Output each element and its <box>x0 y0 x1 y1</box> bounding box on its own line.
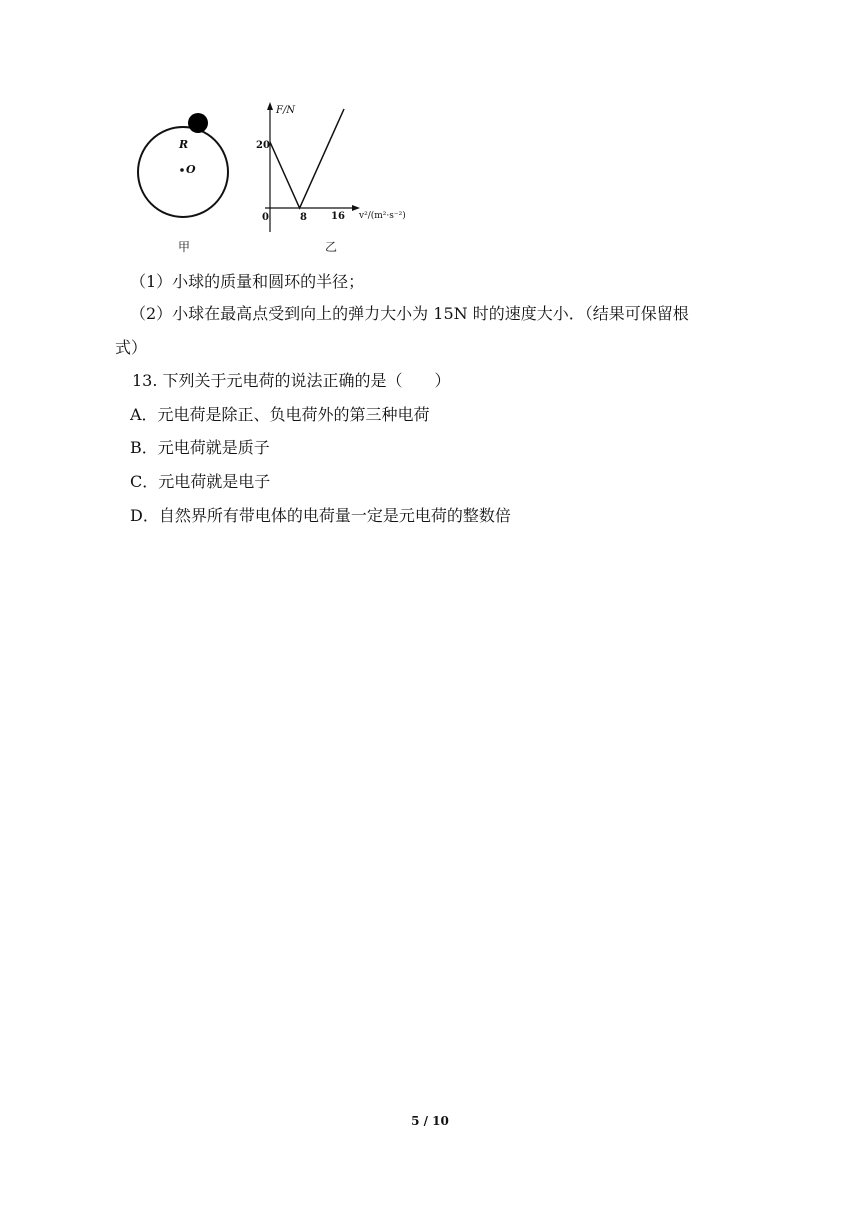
caption-yi: 乙 <box>325 240 338 254</box>
y-axis-arrow <box>267 102 273 110</box>
option-c: C．元电荷就是电子 <box>130 472 271 491</box>
question-part-1: （1）小球的质量和圆环的半径； <box>130 272 365 291</box>
question-13: 13. 下列关于元电荷的说法正确的是（ ） <box>132 371 451 390</box>
ball <box>188 113 208 133</box>
question-part-2-line-2: 式） <box>115 338 148 357</box>
force-line <box>270 109 344 208</box>
x-axis-label: v²/(m²·s⁻²) <box>359 211 406 221</box>
origin-label: 0 <box>262 212 269 223</box>
center-label: O <box>186 163 196 176</box>
option-a: A．元电荷是除正、负电荷外的第三种电荷 <box>130 405 430 424</box>
circle-diagram <box>133 110 239 222</box>
force-graph <box>255 96 425 236</box>
radius-label: R <box>179 138 189 151</box>
center-point <box>180 168 184 172</box>
figure-area <box>125 96 425 256</box>
option-d: D．自然界所有带电体的电荷量一定是元电荷的整数倍 <box>130 506 511 525</box>
option-b: B．元电荷就是质子 <box>130 438 270 457</box>
y-tick-label: 20 <box>256 140 270 151</box>
caption-jia: 甲 <box>178 240 191 254</box>
page-number: 5 / 10 <box>411 1114 449 1128</box>
question-part-2-line-1: （2）小球在最高点受到向上的弹力大小为 15N 时的速度大小．（结果可保留根 <box>130 304 689 323</box>
x-tick-label-2: 16 <box>331 211 345 222</box>
x-tick-label-1: 8 <box>300 212 307 223</box>
y-axis-label: F/N <box>276 105 296 116</box>
